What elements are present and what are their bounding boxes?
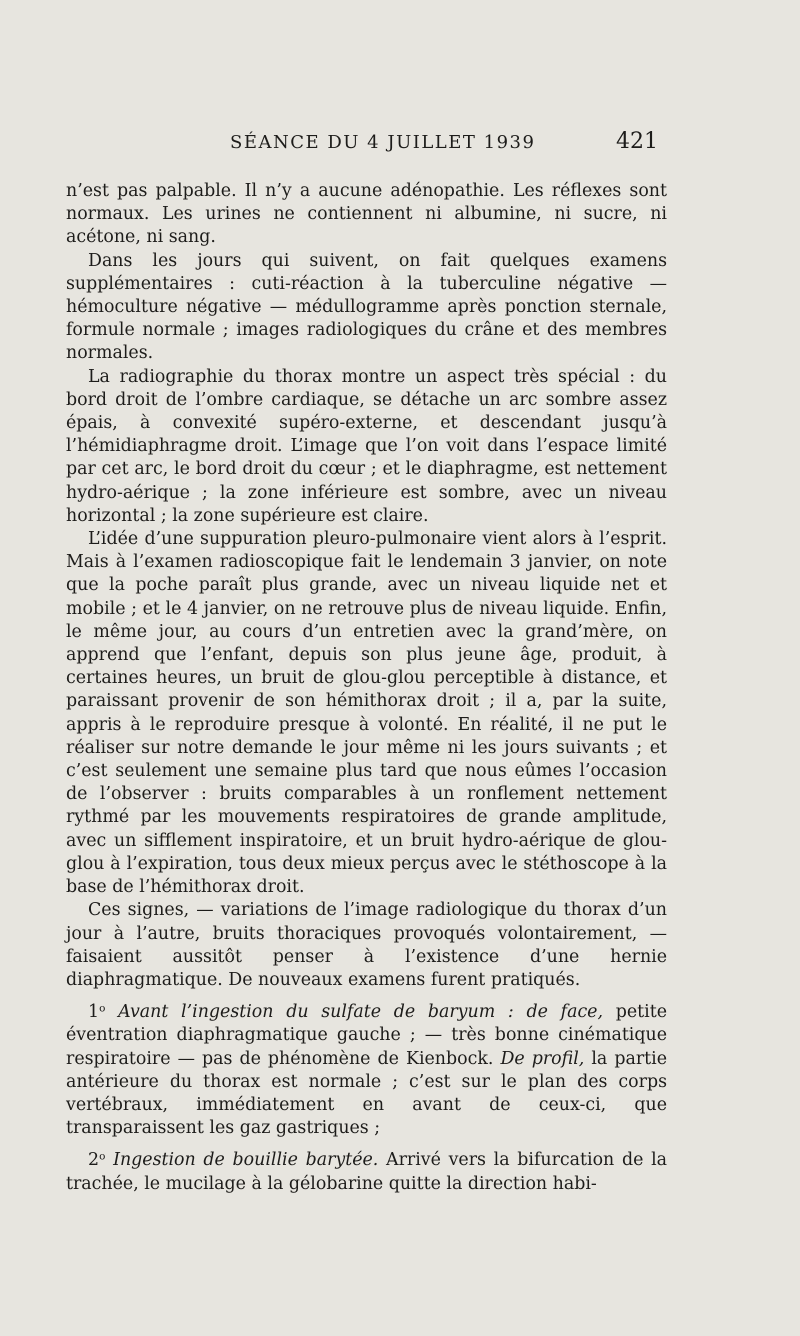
ordinal-mark: o	[99, 1002, 106, 1015]
running-header	[66, 129, 660, 162]
paragraph: n’est pas palpable. Il n’y a aucune adénopathie. Les réflexes sont normaux. Les urines ne contiennent ni albumine, ni sucre, ni acétone, ni sang.	[66, 181, 667, 248]
item-heading: Avant l’ingestion du sulfate de baryum : de face,	[118, 1002, 604, 1023]
item-number: 2	[88, 1150, 100, 1171]
item-text: la partie antérieure du thorax est normale ; c’est sur le plan des corps vertébraux, immédiatement en avant de ceux-ci, que transparaissent les gaz gastriques ;	[66, 1048, 667, 1139]
paragraph: La radiographie du thorax montre un aspect très spécial : du bord droit de l’ombre cardiaque, se détache un arc sombre assez épais, à convexité supéro-externe, et descendant jusqu’à l’hémidiaphragme droit. L’image que l’on voit dans l’espace limité par cet arc, le bord droit du cœur ; et le diaphragme, est nettement hydro-aérique ; la zone inférieure est sombre, avec un niveau horizontal ; la zone supérieure est claire.	[66, 366, 667, 526]
ordinal-mark: o	[99, 1150, 106, 1163]
paragraph: Ces signes, — variations de l’image radiologique du thorax d’un jour à l’autre, bruits thoraciques provoqués volontairement, — faisaient aussitôt penser à l’existence d’une hernie diaphragmatique. De nouveaux examens furent pratiqués.	[66, 900, 667, 990]
item-subheading: De profil,	[500, 1048, 585, 1069]
page-number: 421	[616, 129, 658, 154]
item-text: petite éventration diaphragmatique gauche ; — très bonne cinématique respiratoire — pas de phénomène de Kienbock.	[66, 1002, 667, 1069]
numbered-item-1	[66, 1001, 667, 1140]
item-text: Arrivé vers la bifurcation de la trachée, le mucilage à la gélobarine quitte la direction habi-	[66, 1150, 667, 1194]
numbered-item-2	[66, 1149, 667, 1195]
paragraph: L’idée d’une suppuration pleuro-pulmonaire vient alors à l’esprit. Mais à l’examen radioscopique fait le lendemain 3 janvier, on note que la poche paraît plus grande, avec un niveau liquide net et mobile ; et le 4 janvier, on ne retrouve plus de niveau liquide. Enfin, le même jour, au cours d’un entretien avec la grand’mère, on apprend que l’enfant, depuis son plus jeune âge, produit, à certaines heures, un bruit de glou-glou perceptible à distance, et paraissant provenir de son hémithorax droit ; il a, par la suite, appris à le reproduire presque à volonté. En réalité, il ne put le réaliser sur notre demande le jour même ni les jours suivants ; et c’est seulement une semaine plus tard que nous eûmes l’occasion de l’observer : bruits comparables à un ronflement nettement rythmé par les mouvements respiratoires de grande amplitude, avec un sifflement inspiratoire, et un bruit hydro-aérique de glou-glou à l’expiration, tous deux mieux perçus avec le stéthoscope à la base de l’hémithorax droit.	[66, 529, 667, 898]
item-heading: Ingestion de bouillie barytée.	[113, 1150, 379, 1171]
running-title: SÉANCE DU 4 JUILLET 1939	[230, 132, 536, 153]
item-number: 1	[88, 1002, 100, 1023]
paragraph: Dans les jours qui suivent, on fait quelques examens supplémentaires : cuti-réaction à la tuberculine négative — hémoculture négative — médullogramme après ponction sternale, formule normale ; images radiologiques du crâne et des membres normales.	[66, 250, 667, 364]
body-text	[66, 180, 667, 1196]
